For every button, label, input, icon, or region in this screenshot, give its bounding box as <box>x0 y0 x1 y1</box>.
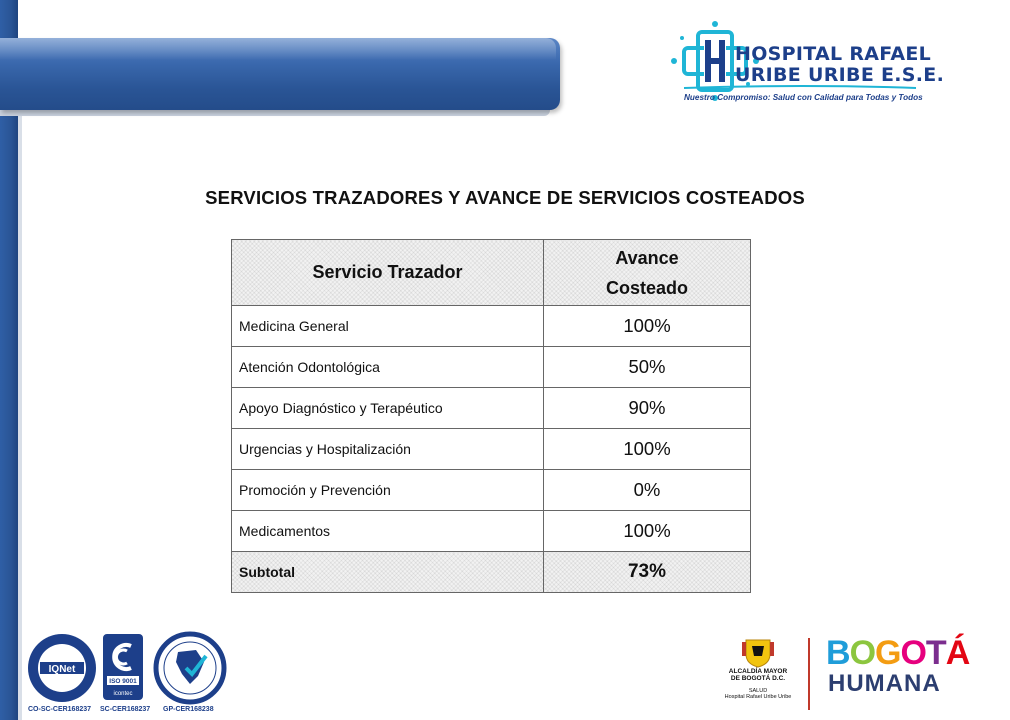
bogota-letter: Á <box>945 634 970 672</box>
service-name: Promoción y Prevención <box>232 470 544 511</box>
hospital-name: HOSPITAL RAFAEL URIBE URIBE E.S.E. <box>735 43 945 86</box>
bogota-letter: O <box>900 634 926 672</box>
services-table <box>231 239 751 593</box>
service-value: 100% <box>544 511 751 552</box>
quality-code: GP-CER168238 <box>163 706 214 713</box>
service-value: 90% <box>544 388 751 429</box>
service-value: 50% <box>544 347 751 388</box>
header-service: Servicio Trazador <box>232 240 544 306</box>
hospital-slogan: Nuestro Compromiso: Salud con Calidad para Todas y Todos <box>684 93 923 102</box>
table-row <box>232 347 751 388</box>
icontec-cert-icon <box>103 634 143 700</box>
svg-text:icontec: icontec <box>113 691 133 697</box>
bogota-logo-text <box>826 636 969 670</box>
table-row <box>232 429 751 470</box>
subtotal-row <box>232 552 751 593</box>
humana-logo-text: HUMANA <box>828 670 941 697</box>
service-value: 100% <box>544 306 751 347</box>
svg-text:ISO 9001: ISO 9001 <box>109 678 137 685</box>
bogota-letter: G <box>875 634 901 672</box>
header-progress: Avance Costeado <box>544 240 751 306</box>
alcaldia-name: ALCALDÍA MAYOR DE BOGOTÁ D.C. <box>728 668 788 682</box>
service-value: 0% <box>544 470 751 511</box>
page-title: SERVICIOS TRAZADORES Y AVANCE DE SERVICIOS COSTEADOS <box>205 187 805 208</box>
table-row <box>232 388 751 429</box>
top-banner-shine <box>0 38 556 60</box>
subtotal-label: Subtotal <box>232 552 544 593</box>
service-name: Apoyo Diagnóstico y Terapéutico <box>232 388 544 429</box>
bogota-letter: T <box>925 634 946 672</box>
table-row <box>232 470 751 511</box>
iqnet-code: CO-SC-CER168237 <box>28 706 92 713</box>
iqnet-cert-icon <box>26 632 98 704</box>
table-header-row <box>232 240 751 306</box>
bogota-shield-icon <box>740 638 776 668</box>
svg-text:IQNet: IQNet <box>48 664 76 675</box>
service-name: Medicina General <box>232 306 544 347</box>
banner-shadow <box>0 110 550 116</box>
table-row <box>232 306 751 347</box>
bogota-letter: B <box>826 634 850 672</box>
bogota-letter: O <box>849 634 876 672</box>
subtotal-value: 73% <box>544 552 751 593</box>
service-name: Urgencias y Hospitalización <box>232 429 544 470</box>
alcaldia-sub: SALUD Hospital Rafael Uribe Uribe <box>724 688 792 700</box>
service-value: 100% <box>544 429 751 470</box>
footer-divider <box>808 638 810 710</box>
left-accent-shadow <box>18 80 22 720</box>
quality-cert-icon <box>152 632 228 704</box>
table-row <box>232 511 751 552</box>
service-name: Medicamentos <box>232 511 544 552</box>
service-name: Atención Odontológica <box>232 347 544 388</box>
icontec-code: SC-CER168237 <box>100 706 151 713</box>
